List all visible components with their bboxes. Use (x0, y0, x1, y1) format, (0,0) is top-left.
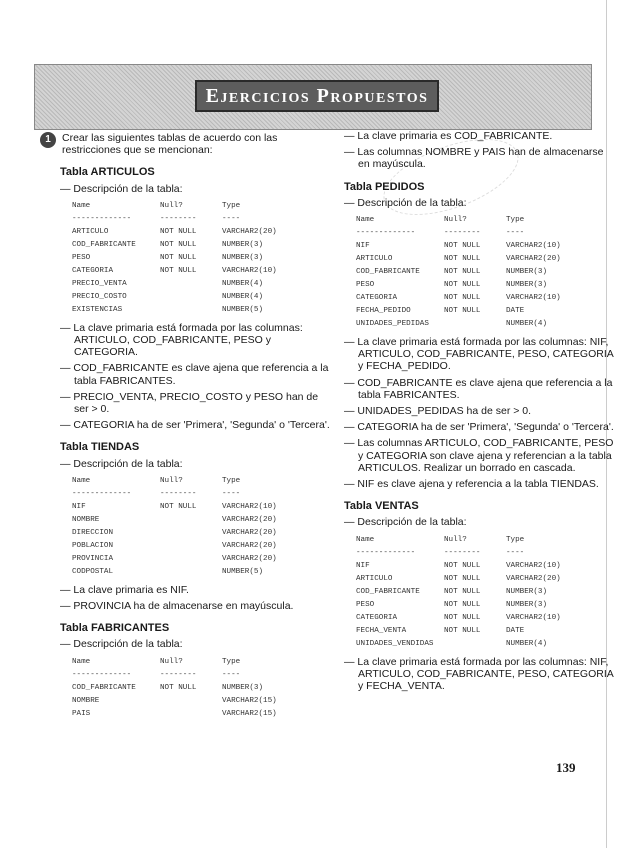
table-separator-row (356, 228, 582, 241)
note-item: — CATEGORIA ha de ser 'Primera', 'Segunda' o 'Tercera'. (60, 419, 332, 431)
table-row (356, 280, 582, 293)
notes-list (60, 322, 332, 432)
separator-cell: -------- (444, 548, 481, 557)
table-cell: VARCHAR2(20) (222, 528, 277, 537)
section-fabricantes (60, 622, 332, 721)
table-header-row (72, 476, 298, 489)
table-header-row (72, 201, 298, 214)
section-banner (34, 64, 592, 130)
table-cell: NUMBER(5) (222, 567, 264, 576)
table-row (356, 600, 582, 613)
table-row (356, 267, 582, 280)
table-cell: NOT NULL (444, 587, 481, 596)
exercise-text: Crear las siguientes tablas de acuerdo con las restricciones que se mencionan: (62, 132, 278, 157)
table-cell: COD_FABRICANTE (356, 587, 420, 596)
table-cell: VARCHAR2(10) (506, 613, 561, 622)
table-row (356, 626, 582, 639)
table-row (72, 528, 298, 541)
table-row (72, 709, 298, 722)
table-cell: NUMBER(3) (506, 587, 548, 596)
section-pedidos (344, 181, 616, 491)
table-cell: NOT NULL (444, 294, 481, 303)
table-cell: NOT NULL (160, 253, 197, 262)
section-articulos (60, 166, 332, 431)
schema-table (72, 657, 298, 722)
separator-cell: -------- (160, 214, 197, 223)
table-cell: ARTICULO (356, 255, 393, 264)
table-row (356, 587, 582, 600)
table-separator-row (72, 670, 298, 683)
table-cell (160, 554, 222, 567)
table-row (72, 515, 298, 528)
table-row (356, 254, 582, 267)
table-cell: VARCHAR2(10) (506, 294, 561, 303)
note-item: — La clave primaria está formada por las columnas: NIF, ARTICULO, COD_FABRICANTE, PESO, CATEGORIA y FECHA_VENTA. (344, 656, 616, 693)
table-row (72, 227, 298, 240)
table-cell: CATEGORIA (72, 266, 114, 275)
table-cell: PESO (356, 281, 375, 290)
table-cell: NIF (72, 502, 86, 511)
table-cell: VARCHAR2(10) (506, 561, 561, 570)
section-heading: Tabla PEDIDOS (344, 180, 425, 193)
table-cell: NUMBER(4) (222, 279, 264, 288)
table-cell: EXISTENCIAS (72, 305, 123, 314)
table-cell (160, 279, 222, 292)
table-cell: PAIS (72, 709, 91, 718)
note-item: — Las columnas ARTICULO, COD_FABRICANTE, PESO y CATEGORIA son clave ajena y referencian a la tabla ARTICULOS. Realizar un borrado en cascada. (344, 437, 616, 474)
table-cell (444, 319, 506, 332)
table-row (356, 561, 582, 574)
table-cell: CATEGORIA (356, 294, 398, 303)
table-cell: NUMBER(3) (222, 683, 264, 692)
section-heading: Tabla FABRICANTES (60, 622, 170, 635)
column-header: Null? (444, 216, 467, 225)
table-row (356, 306, 582, 319)
section-heading: Tabla VENTAS (344, 500, 419, 513)
separator-cell: ------------- (72, 489, 132, 498)
table-cell: VARCHAR2(20) (222, 227, 277, 236)
table-cell: NOT NULL (160, 240, 197, 249)
table-cell: CATEGORIA (356, 613, 398, 622)
note-item: — UNIDADES_PEDIDAS ha de ser > 0. (344, 405, 616, 417)
table-cell: NOT NULL (160, 683, 197, 692)
separator-cell: ------------- (356, 548, 416, 557)
column-header: Type (222, 476, 241, 485)
table-separator-row (72, 489, 298, 502)
table-cell (160, 515, 222, 528)
banner-title-box (195, 80, 439, 112)
note-item: — COD_FABRICANTE es clave ajena que referencia a la tabla FABRICANTES. (344, 377, 616, 401)
separator-cell: ---- (506, 229, 525, 238)
column-header: Type (222, 657, 241, 666)
separator-cell: -------- (160, 670, 197, 679)
note-item: — La clave primaria está formada por las columnas: ARTICULO, COD_FABRICANTE, PESO y CATEGORIA. (60, 322, 332, 359)
table-cell: DIRECCION (72, 528, 114, 537)
separator-cell: -------- (444, 229, 481, 238)
table-cell: NUMBER(3) (222, 240, 264, 249)
table-header-row (356, 535, 582, 548)
column-header: Name (72, 201, 91, 210)
table-cell: NOT NULL (444, 268, 481, 277)
table-cell: VARCHAR2(15) (222, 709, 277, 718)
section-desc: — Descripción de la tabla: (60, 638, 332, 650)
table-cell: NUMBER(5) (222, 305, 264, 314)
table-row (72, 305, 298, 318)
table-cell: UNIDADES_VENDIDAS (356, 639, 434, 648)
table-row (72, 266, 298, 279)
table-cell: COD_FABRICANTE (72, 683, 136, 692)
table-cell: NOMBRE (72, 696, 100, 705)
page-number: 139 (556, 760, 576, 775)
schema-table (356, 215, 582, 332)
table-cell: VARCHAR2(20) (506, 574, 561, 583)
section-ventas (344, 500, 616, 692)
table-cell (160, 292, 222, 305)
table-cell: VARCHAR2(20) (222, 541, 277, 550)
table-cell (160, 567, 222, 580)
table-row (72, 292, 298, 305)
table-cell: CODPOSTAL (72, 567, 114, 576)
table-cell (160, 305, 222, 318)
table-cell: PRECIO_COSTO (72, 292, 127, 301)
table-cell: VARCHAR2(10) (222, 266, 277, 275)
table-cell: NOT NULL (444, 600, 481, 609)
table-cell: ARTICULO (356, 574, 393, 583)
section-heading: Tabla TIENDAS (60, 441, 140, 454)
section-desc: — Descripción de la tabla: (60, 183, 332, 195)
column-header: Type (506, 216, 525, 225)
separator-cell: ------------- (356, 229, 416, 238)
table-row (356, 319, 582, 332)
table-row (72, 240, 298, 253)
table-cell: NOT NULL (160, 227, 197, 236)
table-cell: ARTICULO (72, 227, 109, 236)
table-cell: FECHA_VENTA (356, 626, 407, 635)
notes-list (344, 656, 616, 693)
table-cell: NUMBER(4) (222, 292, 264, 301)
table-cell (444, 639, 506, 652)
table-row (72, 567, 298, 580)
column-header: Name (72, 476, 91, 485)
separator-cell: ---- (222, 489, 241, 498)
table-cell (160, 528, 222, 541)
table-cell: NOT NULL (444, 613, 481, 622)
table-cell: VARCHAR2(10) (222, 502, 277, 511)
table-cell: POBLACION (72, 541, 114, 550)
table-row (356, 293, 582, 306)
table-cell: NUMBER(3) (506, 268, 548, 277)
table-cell: VARCHAR2(20) (222, 515, 277, 524)
table-cell: PESO (356, 600, 375, 609)
note-item: — CATEGORIA ha de ser 'Primera', 'Segunda' o 'Tercera'. (344, 421, 616, 433)
table-row (72, 696, 298, 709)
table-cell: PRECIO_VENTA (72, 279, 127, 288)
section-tiendas (60, 441, 332, 612)
table-row (72, 554, 298, 567)
table-cell: NOT NULL (160, 266, 197, 275)
exercise-number-badge: 1 (40, 132, 56, 148)
table-cell: NUMBER(3) (222, 253, 264, 262)
table-cell: NUMBER(3) (506, 600, 548, 609)
table-cell: NOT NULL (444, 574, 481, 583)
table-cell (160, 541, 222, 554)
separator-cell: ------------- (72, 214, 132, 223)
section-desc: — Descripción de la tabla: (344, 516, 616, 528)
table-cell: VARCHAR2(15) (222, 696, 277, 705)
column-header: Type (222, 201, 241, 210)
table-cell (160, 709, 222, 722)
schema-table (72, 476, 298, 580)
table-row (72, 502, 298, 515)
table-cell: PROVINCIA (72, 554, 114, 563)
separator-cell: -------- (160, 489, 197, 498)
table-header-row (356, 215, 582, 228)
note-item: — COD_FABRICANTE es clave ajena que referencia a la tabla FABRICANTES. (60, 362, 332, 386)
section-desc: — Descripción de la tabla: (60, 458, 332, 470)
table-row (356, 574, 582, 587)
separator-cell: ---- (506, 548, 525, 557)
column-header: Type (506, 535, 525, 544)
table-cell (160, 696, 222, 709)
table-cell: NUMBER(4) (506, 639, 548, 648)
table-row (72, 683, 298, 696)
table-row (356, 613, 582, 626)
table-cell: NOT NULL (444, 561, 481, 570)
right-column (344, 126, 616, 696)
exercise-intro (45, 132, 332, 157)
separator-cell: ---- (222, 214, 241, 223)
left-column (45, 126, 332, 722)
table-cell: VARCHAR2(10) (506, 242, 561, 251)
table-row (72, 253, 298, 266)
table-cell: PESO (72, 253, 91, 262)
table-row (356, 639, 582, 652)
table-cell: VARCHAR2(20) (222, 554, 277, 563)
table-header-row (72, 657, 298, 670)
section-desc: — Descripción de la tabla: (344, 197, 616, 209)
note-item: — La clave primaria es NIF. (60, 584, 332, 596)
table-separator-row (72, 214, 298, 227)
note-item: — La clave primaria está formada por las columnas: NIF, ARTICULO, COD_FABRICANTE, PESO, CATEGORIA y FECHA_PEDIDO. (344, 336, 616, 373)
separator-cell: ---- (222, 670, 241, 679)
section-heading: Tabla ARTICULOS (60, 166, 155, 179)
table-row (72, 279, 298, 292)
table-cell: DATE (506, 307, 525, 316)
column-header: Null? (160, 657, 183, 666)
column-header: Name (72, 657, 91, 666)
note-item: — La clave primaria es COD_FABRICANTE. (344, 130, 616, 142)
note-item: — NIF es clave ajena y referencia a la tabla TIENDAS. (344, 478, 616, 490)
note-item: — Las columnas NOMBRE y PAIS han de almacenarse en mayúscula. (344, 146, 616, 170)
column-header: Null? (160, 201, 183, 210)
table-cell: NIF (356, 242, 370, 251)
table-cell: NOT NULL (444, 281, 481, 290)
table-cell: UNIDADES_PEDIDAS (356, 320, 429, 329)
notes-list (344, 336, 616, 490)
table-cell: NOMBRE (72, 515, 100, 524)
column-header: Null? (444, 535, 467, 544)
table-cell: NUMBER(3) (506, 281, 548, 290)
separator-cell: ------------- (72, 670, 132, 679)
column-header: Name (356, 216, 375, 225)
table-separator-row (356, 548, 582, 561)
table-row (72, 541, 298, 554)
table-cell: NUMBER(4) (506, 320, 548, 329)
table-cell: FECHA_PEDIDO (356, 307, 411, 316)
page-title: Ejercicios Propuestos (205, 84, 429, 107)
table-cell: DATE (506, 626, 525, 635)
table-cell: NOT NULL (160, 502, 197, 511)
table-cell: COD_FABRICANTE (356, 268, 420, 277)
column-header: Name (356, 535, 375, 544)
notes-list (60, 584, 332, 612)
note-item: — PRECIO_VENTA, PRECIO_COSTO y PESO han de ser > 0. (60, 391, 332, 415)
schema-table (356, 535, 582, 652)
table-row (356, 241, 582, 254)
table-cell: COD_FABRICANTE (72, 240, 136, 249)
table-cell: NOT NULL (444, 255, 481, 264)
table-cell: VARCHAR2(20) (506, 255, 561, 264)
notes-list (344, 130, 616, 171)
table-cell: NOT NULL (444, 626, 481, 635)
table-cell: NOT NULL (444, 307, 481, 316)
schema-table (72, 201, 298, 318)
table-cell: NIF (356, 561, 370, 570)
note-item: — PROVINCIA ha de almacenarse en mayúscula. (60, 600, 332, 612)
column-header: Null? (160, 476, 183, 485)
table-cell: NOT NULL (444, 242, 481, 251)
